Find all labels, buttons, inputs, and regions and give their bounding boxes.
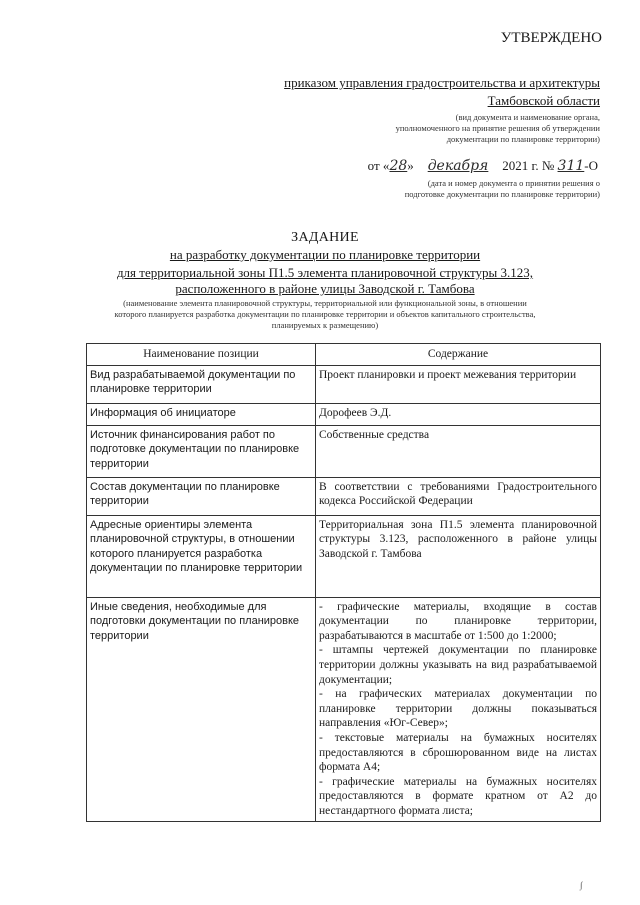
- table-header-row: [87, 344, 601, 366]
- order-day-close: »: [407, 158, 414, 173]
- task-note-line1: (наименование элемента планировочной структуры, территориальной или функциональной зоны, в отношении: [123, 298, 527, 308]
- row-value: В соответствии с требованиями Градостроительного кодекса Российской Федерации: [316, 477, 601, 515]
- row-value: Территориальная зона П1.5 элемента планировочной структуры 3.123, расположенного в районе улицы Заводской г. Тамбова: [316, 515, 601, 597]
- order-note-line2: подготовке документации по планировке территории): [404, 189, 600, 199]
- row-label: Иные сведения, необходимые для подготовки документации по планировке территории: [87, 597, 316, 821]
- task-subtitle-line2: для территориальной зоны П1.5 элемента планировочной структуры 3.123,: [116, 265, 534, 280]
- approval-note-line3: документации по планировке территории): [446, 134, 600, 144]
- task-subtitle-line1: на разработку документации по планировке территории: [169, 247, 481, 262]
- task-note-line2: которого планируется разработка документации по планировке территории и объектов капитального строительства,: [114, 309, 536, 319]
- order-date-number: [368, 158, 598, 174]
- order-day-handwritten: 28: [389, 158, 408, 174]
- order-suffix: -О: [584, 158, 598, 173]
- table-row: [87, 403, 601, 425]
- task-title: ЗАДАНИЕ: [291, 230, 359, 245]
- table-row: [87, 597, 601, 821]
- order-prefix: от «: [367, 158, 390, 173]
- table-row: [87, 477, 601, 515]
- table-row: [87, 425, 601, 477]
- approval-note-line1: (вид документа и наименование органа,: [455, 112, 600, 122]
- table-row: [87, 365, 601, 403]
- list-item: - графические материалы, входящие в состав документации по планировке территории, разрабатываются в масштабе от 1:500 до 1:2000;: [319, 600, 597, 642]
- approval-authority-line1: приказом управления градостроительства и архитектуры: [284, 75, 600, 90]
- approval-note: [396, 112, 600, 145]
- row-value-list: [316, 597, 601, 821]
- row-label: Адресные ориентиры элемента планировочной структуры, в отношении которого планируется разработка документации по планировке территории: [87, 515, 316, 597]
- order-month-handwritten: декабря: [427, 158, 489, 174]
- header-position-name: Наименование позиции: [87, 344, 316, 366]
- order-year: 2021 г. №: [502, 158, 555, 173]
- header-content: Содержание: [316, 344, 601, 366]
- list-item: - на графических материалах документации по планировке территории должны показываться направления «Юг-Север»;: [319, 688, 597, 730]
- list-item: - текстовые материалы на бумажных носителях предоставляются в сброшюрованном виде на листах формата А4;: [319, 731, 597, 774]
- row-value: Дорофеев Э.Д.: [316, 403, 601, 425]
- approval-title: УТВЕРЖДЕНО: [500, 30, 602, 46]
- task-note: [60, 298, 590, 331]
- row-label: Источник финансирования работ по подготовке документации по планировке территории: [87, 425, 316, 477]
- order-note-line1: (дата и номер документа о принятии решения о: [427, 178, 600, 188]
- approval-authority-line2: Тамбовской области: [487, 93, 600, 108]
- list-item: - штампы чертежей документации по планировке территории должны указывать на вид разрабатываемой документации;: [319, 644, 597, 686]
- row-value: Собственные средства: [316, 425, 601, 477]
- task-table: [86, 343, 601, 822]
- approval-note-line2: уполномоченного на принятие решения об утверждении: [395, 123, 600, 133]
- order-number-handwritten: 311: [557, 158, 585, 174]
- row-label: Вид разрабатываемой документации по планировке территории: [87, 365, 316, 403]
- task-subtitle-line3: расположенного в районе улицы Заводской г. Тамбова: [175, 281, 475, 296]
- table-row: [87, 515, 601, 597]
- footer-mark: ∫: [580, 880, 583, 890]
- list-item: - графические материалы на бумажных носителях предоставляются в формате кратном от А2 до нестандартного формата листа;: [319, 775, 597, 817]
- row-value: Проект планировки и проект межевания территории: [316, 365, 601, 403]
- task-note-line3: планируемых к размещению): [271, 320, 379, 330]
- row-label: Состав документации по планировке территории: [87, 477, 316, 515]
- row-label: Информация об инициаторе: [87, 403, 316, 425]
- order-note: [405, 178, 600, 200]
